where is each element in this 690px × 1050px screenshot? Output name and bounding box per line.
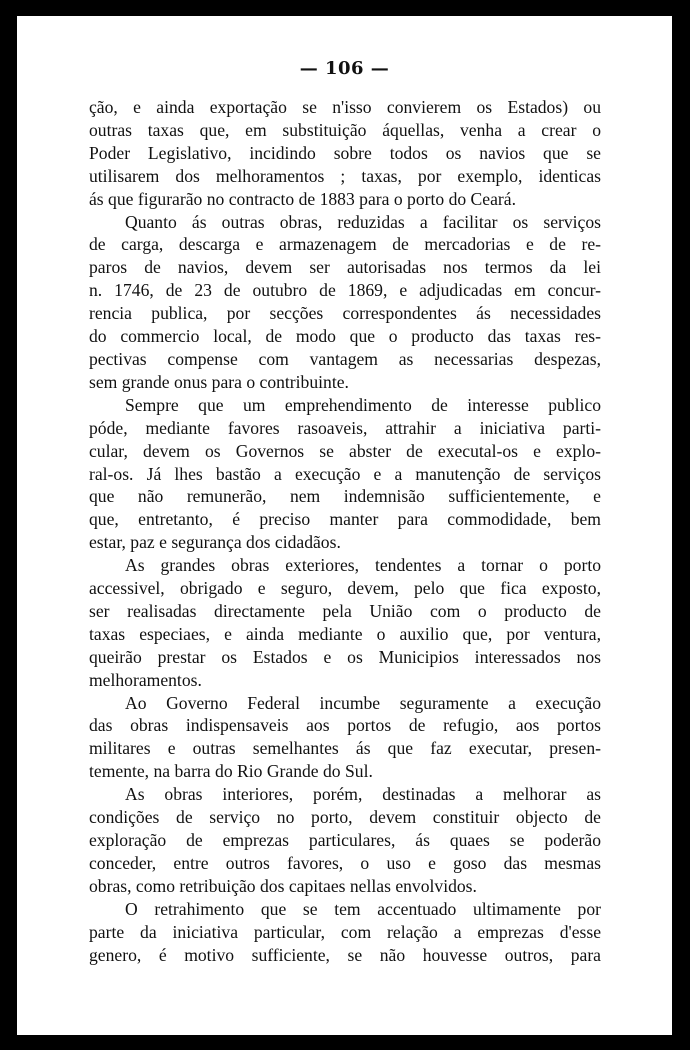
text-line: cular, devem os Governos se abster de executal-os e explo- [89, 440, 601, 461]
paragraph-2 [89, 211, 601, 394]
text-line: militares e outras semelhantes ás que faz executar, presen- [89, 738, 601, 759]
text-line: melhoramentos. [89, 669, 202, 690]
text-line: parte da iniciativa particular, com relação a emprezas d'esse [89, 921, 601, 942]
text-line: rencia publica, por secções correspondentes ás necessidades [89, 303, 601, 324]
body-text [89, 96, 601, 966]
text-line: paros de navios, devem ser autorisadas nos termos da lei [89, 257, 601, 278]
paragraph-6 [89, 783, 601, 898]
text-line: Quanto ás outras obras, reduzidas a facilitar os serviços [125, 211, 601, 232]
text-line: As grandes obras exteriores, tendentes a tornar o porto [125, 555, 601, 576]
text-line: exploração de emprezas particulares, ás quaes se poderão [89, 830, 601, 850]
text-line: ral-os. Já lhes bastão a execução e a manutenção de serviços [89, 463, 601, 484]
text-line: que, entretanto, é preciso manter para commodidade, bem [89, 509, 601, 530]
text-line: n. 1746, de 23 de outubro de 1869, e adjudicadas em concur- [89, 280, 601, 301]
text-line: do commercio local, de modo que o producto das taxas res- [89, 326, 601, 347]
paragraph-3 [89, 394, 601, 554]
text-line: outras taxas que, em substituição áquellas, venha a crear o [89, 119, 601, 140]
text-line: taxas especiaes, e ainda mediante o auxilio que, por ventura, [89, 623, 601, 644]
text-line: Poder Legislativo, incidindo sobre todos os navios que se [89, 142, 601, 163]
text-line: As obras interiores, porém, destinadas a melhorar as [125, 784, 601, 805]
text-line: que não remunerão, nem indemnisão sufficientemente, e [89, 486, 601, 507]
paragraph-1 [89, 96, 601, 211]
text-line: Ao Governo Federal incumbe seguramente a execução [125, 692, 601, 713]
text-line: genero, é motivo sufficiente, se não houvesse outros, para [89, 944, 601, 965]
text-line: obras, como retribuição dos capitaes nellas envolvidos. [89, 875, 477, 896]
text-line: conceder, entre outros favores, o uso e goso das mesmas [89, 852, 601, 873]
text-line: póde, mediante favores rasoaveis, attrahir a iniciativa parti- [89, 417, 601, 438]
text-line: sem grande onus para o contribuinte. [89, 371, 349, 392]
text-line: Sempre que um emprehendimento de interesse publico [125, 394, 601, 415]
text-line: ção, e ainda exportação se n'isso convierem os Estados) ou [89, 97, 601, 117]
text-line: O retrahimento que se tem accentuado ultimamente por [125, 898, 601, 919]
page-number: — 106 — [299, 58, 390, 79]
text-line: pectivas compense com vantagem as necessarias despezas, [89, 348, 601, 369]
text-line: temente, na barra do Rio Grande do Sul. [89, 761, 373, 782]
text-line: accessivel, obrigado e seguro, devem, pelo que fica exposto, [89, 578, 601, 599]
paragraph-7 [89, 898, 601, 967]
text-line: estar, paz e segurança dos cidadãos. [89, 532, 341, 553]
text-line: ás que figurarão no contracto de 1883 para o porto do Ceará. [89, 188, 516, 209]
text-line: ser realisadas directamente pela União com o producto de [89, 600, 601, 621]
text-line: das obras indispensaveis aos portos de refugio, aos portos [89, 715, 601, 736]
text-line: queirão prestar os Estados e os Municipios interessados nos [89, 646, 601, 667]
book-page [17, 16, 672, 1035]
paragraph-4 [89, 554, 601, 691]
text-line: de carga, descarga e armazenagem de mercadorias e de re- [89, 234, 601, 255]
paragraph-5 [89, 692, 601, 784]
text-line: utilisarem dos melhoramentos ; taxas, por exemplo, identicas [89, 165, 601, 186]
text-line: condições de serviço no porto, devem constituir objecto de [89, 807, 601, 828]
